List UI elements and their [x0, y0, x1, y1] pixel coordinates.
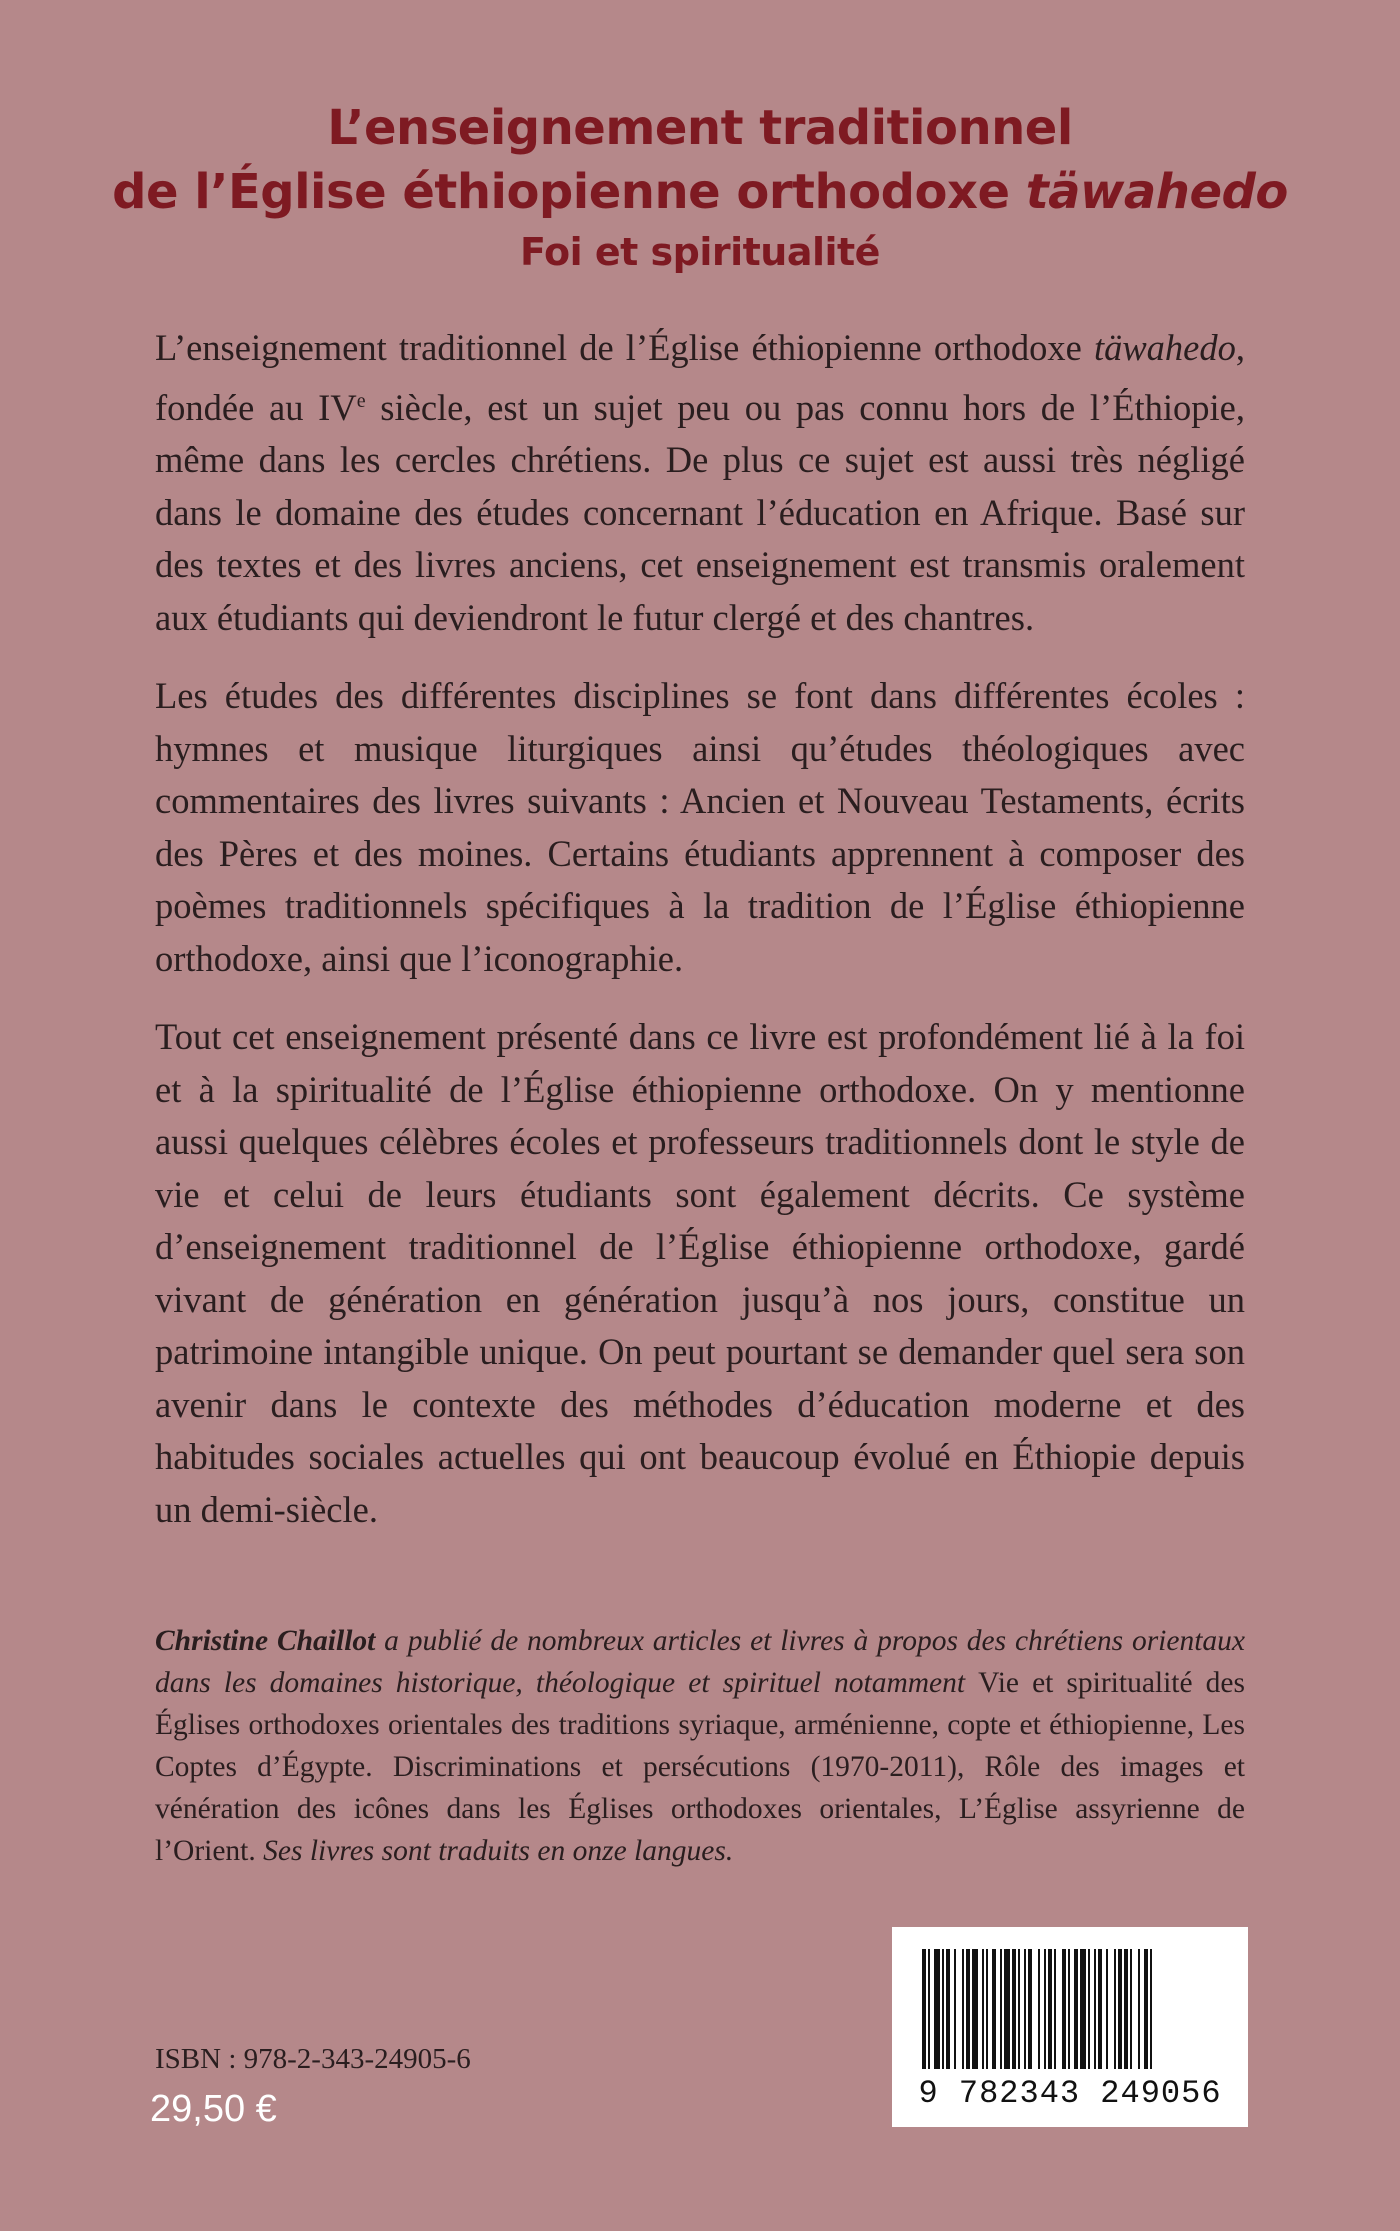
- author-name: Christine Chaillot: [155, 1625, 376, 1657]
- barcode-bar: [954, 1949, 956, 2069]
- p1-b: , fondée au IV: [155, 327, 1245, 428]
- barcode-bar: [1130, 1949, 1132, 2069]
- barcode-bar: [1144, 1949, 1148, 2069]
- title-line-2-text: de l’Église éthiopienne orthodoxe: [112, 164, 1026, 220]
- barcode-bar: [1000, 1949, 1002, 2069]
- barcode-bar: [1098, 1949, 1102, 2069]
- blurb-paragraph-2: Les études des différentes disciplines se font dans différentes écoles : hymnes et musique liturgiques ainsi qu’études théologiques avec commentaires des livres suivants : Ancien et Nouveau Testaments, écrits des Pères et des moines. Certains étudiants apprennent à composer des poèmes traditionnels spécifiques à la tradition de l’Église éthiopienne orthodoxe, ainsi que l’iconographie.: [155, 675, 1245, 979]
- barcode-bar: [922, 1949, 926, 2069]
- barcode-bar: [928, 1949, 930, 2069]
- barcode-bar: [1054, 1949, 1056, 2069]
- title-line-1: L’enseignement traditionnel: [327, 100, 1073, 156]
- title-line-2: [0, 160, 1400, 224]
- barcode-bar: [1114, 1949, 1116, 2069]
- barcode-bar: [1124, 1949, 1128, 2069]
- barcode-bar: [1004, 1949, 1010, 2069]
- barcode-bar: [1028, 1949, 1032, 2069]
- isbn: ISBN : 978-2-343-24905-6: [155, 2043, 471, 2075]
- barcode-bar: [1068, 1949, 1070, 2069]
- barcode-digits: 9 782343 249056: [918, 2075, 1222, 2112]
- barcode-bar: [986, 1949, 988, 2069]
- barcode-bar: [992, 1949, 996, 2069]
- subtitle: Foi et spiritualité: [520, 230, 880, 274]
- barcode-bar: [962, 1949, 964, 2069]
- p1-sup: e: [356, 389, 366, 412]
- barcode-bar: [1044, 1949, 1046, 2069]
- p1-c: siècle, est un sujet peu ou pas connu hors de l’Éthiopie, même dans les cercles chrétiens. De plus ce sujet est aussi très négligé dans le domaine des études concernant l’éducation en Afrique. Basé sur des textes et des livres anciens, cet enseignement est transmis oralement aux étudiants qui deviendront le futur clergé et des chantres.: [155, 386, 1245, 638]
- blurb-paragraph-1: [155, 322, 1245, 644]
- barcode-bar: [1048, 1949, 1052, 2069]
- barcode-bar: [934, 1949, 940, 2069]
- barcode-bars: [892, 1927, 1248, 2077]
- author-bio: [155, 1620, 1245, 1872]
- barcode-bar: [1062, 1949, 1066, 2069]
- bio-end: Ses livres sont traduits en onze langues.: [255, 1835, 734, 1867]
- barcode-bar: [972, 1949, 978, 2069]
- blurb-paragraph-3: Tout cet enseignement présenté dans ce livre est profondément lié à la foi et à la spiritualité de l’Église éthiopienne orthodoxe. On y mentionne aussi quelques célèbres écoles et professeurs traditionnels dont le style de vie et celui de leurs étudiants sont également décrits. Ce système d’enseignement traditionnel de l’Église éthiopienne orthodoxe, gardé vivant de génération en génération jusqu’à nos jours, constitue un patrimoine intangible unique. On peut pourtant se demander quel sera son avenir dans le contexte des méthodes d’éducation moderne et des habitudes sociales actuelles qui ont beaucoup évolué en Éthiopie depuis un demi-siècle.: [155, 1016, 1245, 1530]
- barcode-bar: [1074, 1949, 1078, 2069]
- book-title: [0, 96, 1400, 280]
- barcode-bar: [1138, 1949, 1140, 2069]
- price: 29,50 €: [150, 2088, 277, 2130]
- barcode-bar: [1038, 1949, 1040, 2069]
- title-line-2-italic: täwahedo: [1025, 164, 1288, 220]
- bio-intro: a publié de nombreux articles et livres à propos des chrétiens orientaux dans les domaines historique, théologique et spirituel notamment: [155, 1625, 1245, 1699]
- barcode-bar: [1106, 1949, 1108, 2069]
- barcode-bar: [1150, 1949, 1152, 2069]
- barcode: [892, 1927, 1248, 2127]
- barcode-bar: [946, 1949, 950, 2069]
- barcode-bar: [1024, 1949, 1026, 2069]
- barcode-bar: [1080, 1949, 1086, 2069]
- barcode-bar: [1094, 1949, 1096, 2069]
- barcode-bar: [982, 1949, 984, 2069]
- barcode-bar: [1118, 1949, 1122, 2069]
- bio-titles: Vie et spiritualité des Églises orthodoxes orientales des traditions syriaque, arménienne, copte et éthiopienne, Les Coptes d’Égypte. Discriminations et persécutions (1970-2011), Rôle des images et vénération des icônes dans les Églises orthodoxes orientales, L’Église assyrienne de l’Orient.: [155, 1667, 1245, 1867]
- barcode-bar: [1088, 1949, 1090, 2069]
- p1-a: L’enseignement traditionnel de l’Église éthiopienne orthodoxe: [155, 327, 1094, 368]
- barcode-bar: [942, 1949, 944, 2069]
- barcode-bar: [1018, 1949, 1020, 2069]
- barcode-bar: [966, 1949, 970, 2069]
- author-bio-paragraph: [155, 1620, 1245, 1872]
- barcode-bar: [1012, 1949, 1016, 2069]
- blurb: [155, 322, 1245, 1562]
- p1-italic: täwahedo: [1093, 327, 1236, 368]
